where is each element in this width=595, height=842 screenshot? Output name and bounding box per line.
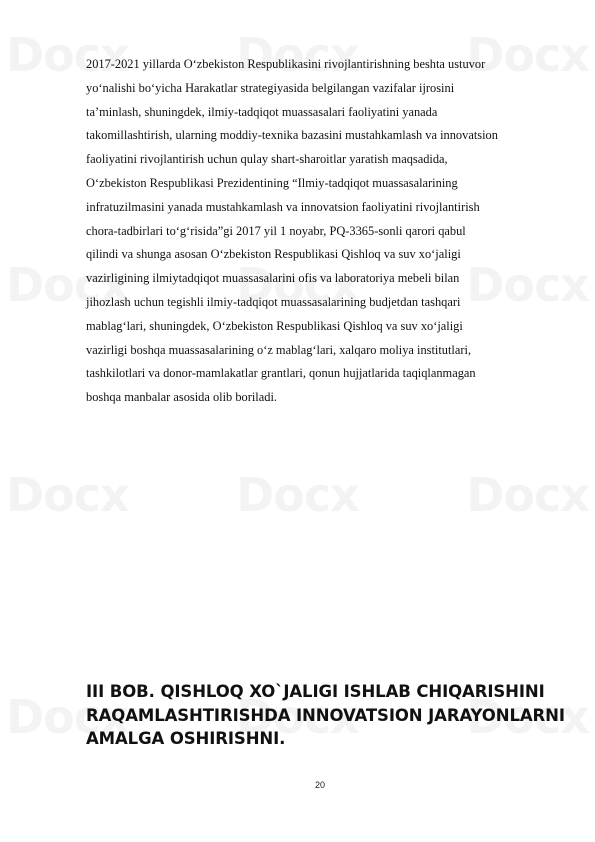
watermark-row [0,468,595,522]
paragraph-line: mablag‘lari, shuningdek, O‘zbekiston Respublikasi Qishloq va suv xo‘jaligi [86,318,463,333]
paragraph-line: infratuzilmasini yanada mustahkamlash va innovatsion faoliyatini rivojlantirish [86,199,480,214]
watermark-text [236,468,359,522]
paragraph-line: qilindi va shunga asosan O‘zbekiston Respublikasi Qishloq va suv xo‘jaligi [86,247,461,262]
paragraph-line: ta’minlash, shuningdek, ilmiy-tadqiqot muassasalari faoliyatini yanada [86,104,438,119]
watermark-text [466,468,589,522]
paragraph-line: O‘zbekiston Respublikasi Prezidentining “Ilmiy-tadqiqot muassasalarining [86,175,458,190]
paragraph-line: yo‘nalishi bo‘yicha Harakatlar strategiyasida belgilangan vazifalar ijrosini [86,80,455,95]
paragraph-line: chora-tadbirlari to‘g‘risida”gi 2017 yil 1 noyabr, PQ-3365-sonli qarori qabul [86,223,466,238]
body-paragraph [86,53,556,410]
watermark-text [6,468,129,522]
chapter-heading-line: AMALGA OSHIRISHNI. [86,729,286,749]
paragraph-line: 2017-2021 yillarda O‘zbekiston Respublikasini rivojlantirishning beshta ustuvor [86,57,486,71]
paragraph-line: vazirligining ilmiytadqiqot muassasalarini ofis va laboratoriya mebeli bilan [86,271,460,286]
chapter-heading-line: III BOB. QISHLOQ XO`JALIGI ISHLAB CHIQARISHINI [86,682,545,701]
paragraph-line: takomillashtirish, ularning moddiy-texnika bazasini mustahkamlash va innovatsion [86,128,498,143]
paragraph-line: tashkilotlari va donor-mamlakatlar grantlari, qonun hujjatlarida taqiqlanmagan [86,366,476,381]
paragraph-line: jihozlash uchun tegishli ilmiy-tadqiqot muassasalarining budjetdan tashqari [86,294,461,309]
chapter-heading [86,680,565,751]
chapter-heading-line: RAQAMLASHTIRISHDA INNOVATSION JARAYONLARNI [86,705,565,725]
paragraph-line: boshqa manbalar asosida olib boriladi. [86,390,277,405]
paragraph-line: faoliyatini rivojlantirish uchun qulay shart-sharoitlar yaratish maqsadida, [86,152,448,167]
paragraph-line: vazirligi boshqa muassasalarining o‘z mablag‘lari, xalqaro moliya institutlari, [86,342,472,357]
page-number: 20 [314,780,325,790]
